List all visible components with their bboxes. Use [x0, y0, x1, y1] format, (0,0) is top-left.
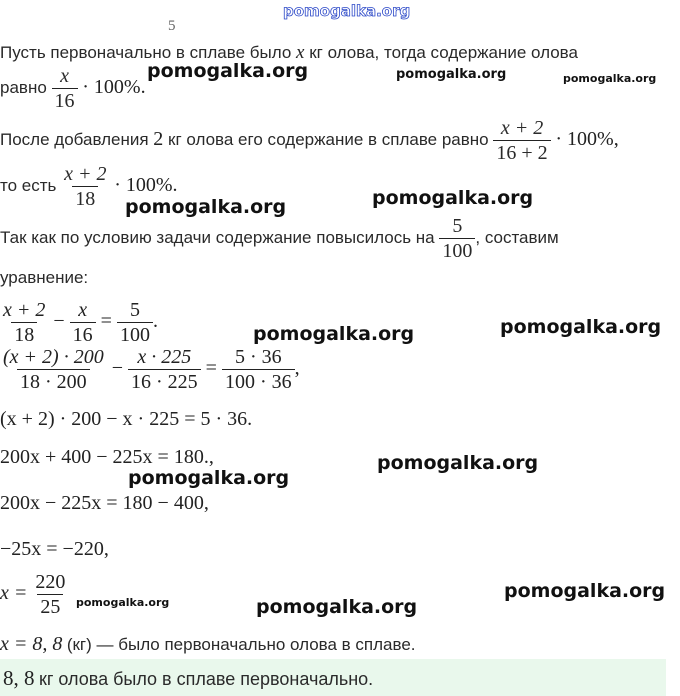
watermark: pomogalka.org	[128, 467, 290, 489]
watermark: pomogalka.org	[504, 580, 666, 602]
watermark: pomogalka.org	[76, 596, 170, 609]
answer-line: 8, 8 кг олова было в сплаве первоначально.	[3, 666, 374, 690]
equation-8: x = 8, 8 (кг) — было первоначально олова в сплаве.	[0, 633, 416, 655]
paragraph-2-line-1: После добавления 2 кг олова его содержание в сплаве равно $\frac{x + 2}{16 + 2}$ · 100%,	[0, 117, 619, 164]
cut-off-digit: 5	[168, 18, 176, 34]
watermark: pomogalka.org	[563, 72, 657, 85]
watermark-top: pomogalka.org	[283, 2, 411, 20]
equation-6: −25x = −220,	[0, 538, 109, 560]
watermark: pomogalka.org	[372, 187, 534, 209]
equation-2: $\frac{(x + 2) \cdot 200}{18 \cdot 200}$ − $\frac{x \cdot 225}{16 \cdot 225}$ = $\frac{5 \cdot 36}{100 \cdot 36}$ ,	[3, 346, 300, 393]
fraction-5-100: $\frac{5}{100}$	[439, 214, 475, 263]
fraction-x-16: $\frac{x}{16}$	[52, 64, 78, 113]
equation-5: 200x − 225x = 180 − 400,	[0, 492, 209, 514]
paragraph-3-line-2: уравнение:	[0, 268, 89, 287]
fraction-x2-16plus2: $\frac{x + 2}{16 + 2}$	[493, 116, 550, 165]
watermark: pomogalka.org	[256, 596, 418, 618]
paragraph-2-line-2: то есть $\frac{x + 2}{18}$ · 100%.	[0, 163, 178, 210]
paragraph-1-line-2: равно $\frac{x}{16}$ · 100%.	[0, 65, 146, 112]
watermark: pomogalka.org	[253, 323, 415, 345]
paragraph-3-line-1: Так как по условию задачи содержание повысилось на $\frac{5}{100}$ , составим	[0, 215, 559, 262]
equation-4: 200x + 400 − 225x = 180.,	[0, 446, 214, 468]
watermark: pomogalka.org	[125, 196, 287, 218]
watermark: pomogalka.org	[396, 67, 507, 82]
watermark: pomogalka.org	[377, 452, 539, 474]
watermark: pomogalka.org	[500, 316, 662, 338]
equation-7: x = $\frac{220}{25}$	[0, 571, 66, 618]
paragraph-1-line-1: Пусть первоначально в сплаве было x кг олова, тогда содержание олова	[0, 42, 578, 63]
equation-3: (x + 2) · 200 − x · 225 = 5 · 36.	[0, 408, 253, 430]
fraction-x2-18: $\frac{x + 2}{18}$	[64, 163, 107, 210]
equation-1: $\frac{x + 2}{18}$ − $\frac{x}{16}$ = $\frac{5}{100}$ .	[3, 299, 158, 346]
watermark: pomogalka.org	[147, 60, 309, 82]
